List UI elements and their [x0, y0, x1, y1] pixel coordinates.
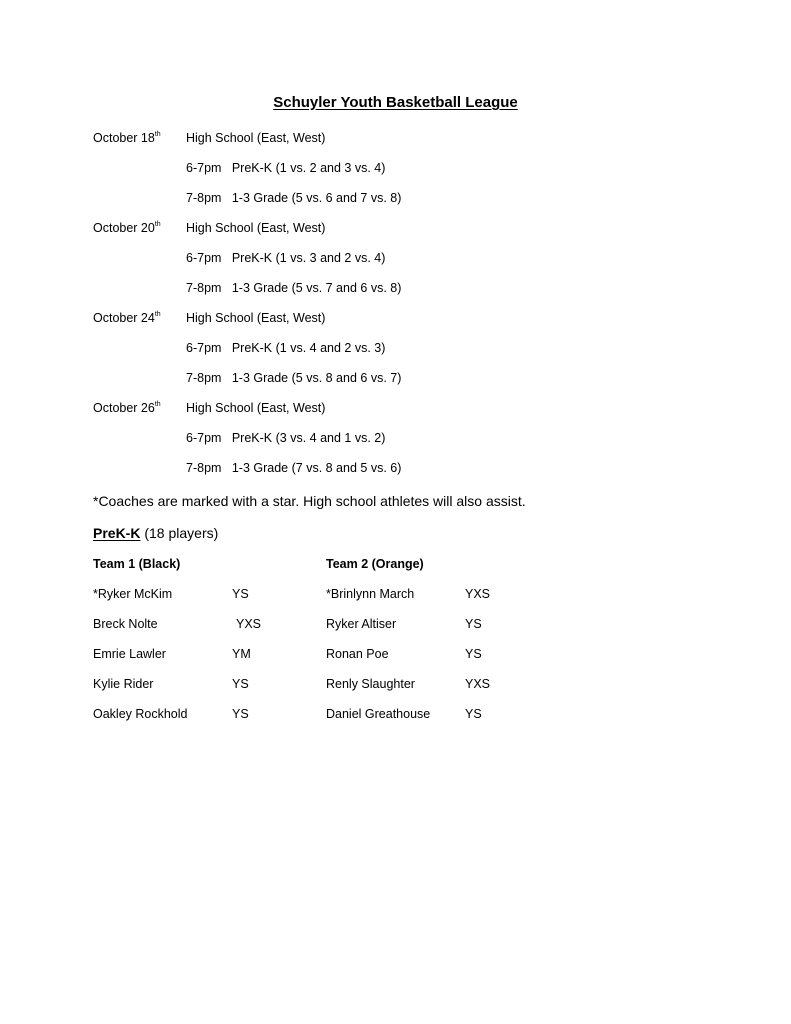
player-name: *Ryker McKim — [93, 587, 173, 601]
schedule-date: October 18th — [93, 131, 161, 145]
schedule-date: October 26th — [93, 401, 161, 415]
division-count: (18 players) — [144, 525, 219, 541]
coaches-note: *Coaches are marked with a star. High school athletes will also assist. — [93, 493, 526, 509]
schedule-line: 6-7pm PreK-K (1 vs. 3 and 2 vs. 4) — [186, 251, 386, 265]
player-name: Oakley Rockhold — [93, 707, 188, 721]
schedule-line: 7-8pm 1-3 Grade (5 vs. 6 and 7 vs. 8) — [186, 191, 402, 205]
player-size: YM — [232, 647, 251, 661]
player-name: Renly Slaughter — [326, 677, 415, 691]
document-title: Schuyler Youth Basketball League — [273, 94, 518, 111]
team-heading: Team 1 (Black) — [93, 557, 181, 571]
player-size: YS — [232, 707, 249, 721]
schedule-line: 7-8pm 1-3 Grade (7 vs. 8 and 5 vs. 6) — [186, 461, 402, 475]
player-name: Breck Nolte — [93, 617, 158, 631]
schedule-line: 6-7pm PreK-K (1 vs. 2 and 3 vs. 4) — [186, 161, 386, 175]
player-name: Kylie Rider — [93, 677, 154, 691]
schedule-line: High School (East, West) — [186, 401, 326, 415]
schedule-date: October 24th — [93, 311, 161, 325]
player-size: YS — [465, 707, 482, 721]
player-size: YS — [465, 647, 482, 661]
player-size: YS — [465, 617, 482, 631]
schedule-line: 7-8pm 1-3 Grade (5 vs. 7 and 6 vs. 8) — [186, 281, 402, 295]
schedule-date: October 20th — [93, 221, 161, 235]
player-size: YXS — [236, 617, 262, 631]
player-name: Daniel Greathouse — [326, 707, 431, 721]
division-name: PreK-K — [93, 525, 141, 541]
schedule-line: 6-7pm PreK-K (1 vs. 4 and 2 vs. 3) — [186, 341, 386, 355]
player-name: Emrie Lawler — [93, 647, 166, 661]
player-name: Ryker Altiser — [326, 617, 397, 631]
player-name: *Brinlynn March — [326, 587, 415, 601]
team-heading: Team 2 (Orange) — [326, 557, 424, 571]
schedule-line: 7-8pm 1-3 Grade (5 vs. 8 and 6 vs. 7) — [186, 371, 402, 385]
player-size: YS — [232, 587, 249, 601]
player-name: Ronan Poe — [326, 647, 389, 661]
schedule-line: High School (East, West) — [186, 221, 326, 235]
player-size: YXS — [465, 587, 491, 601]
player-size: YXS — [465, 677, 491, 691]
schedule-line: High School (East, West) — [186, 131, 326, 145]
player-size: YS — [232, 677, 249, 691]
schedule-line: 6-7pm PreK-K (3 vs. 4 and 1 vs. 2) — [186, 431, 386, 445]
schedule-line: High School (East, West) — [186, 311, 326, 325]
division-heading — [93, 525, 218, 541]
